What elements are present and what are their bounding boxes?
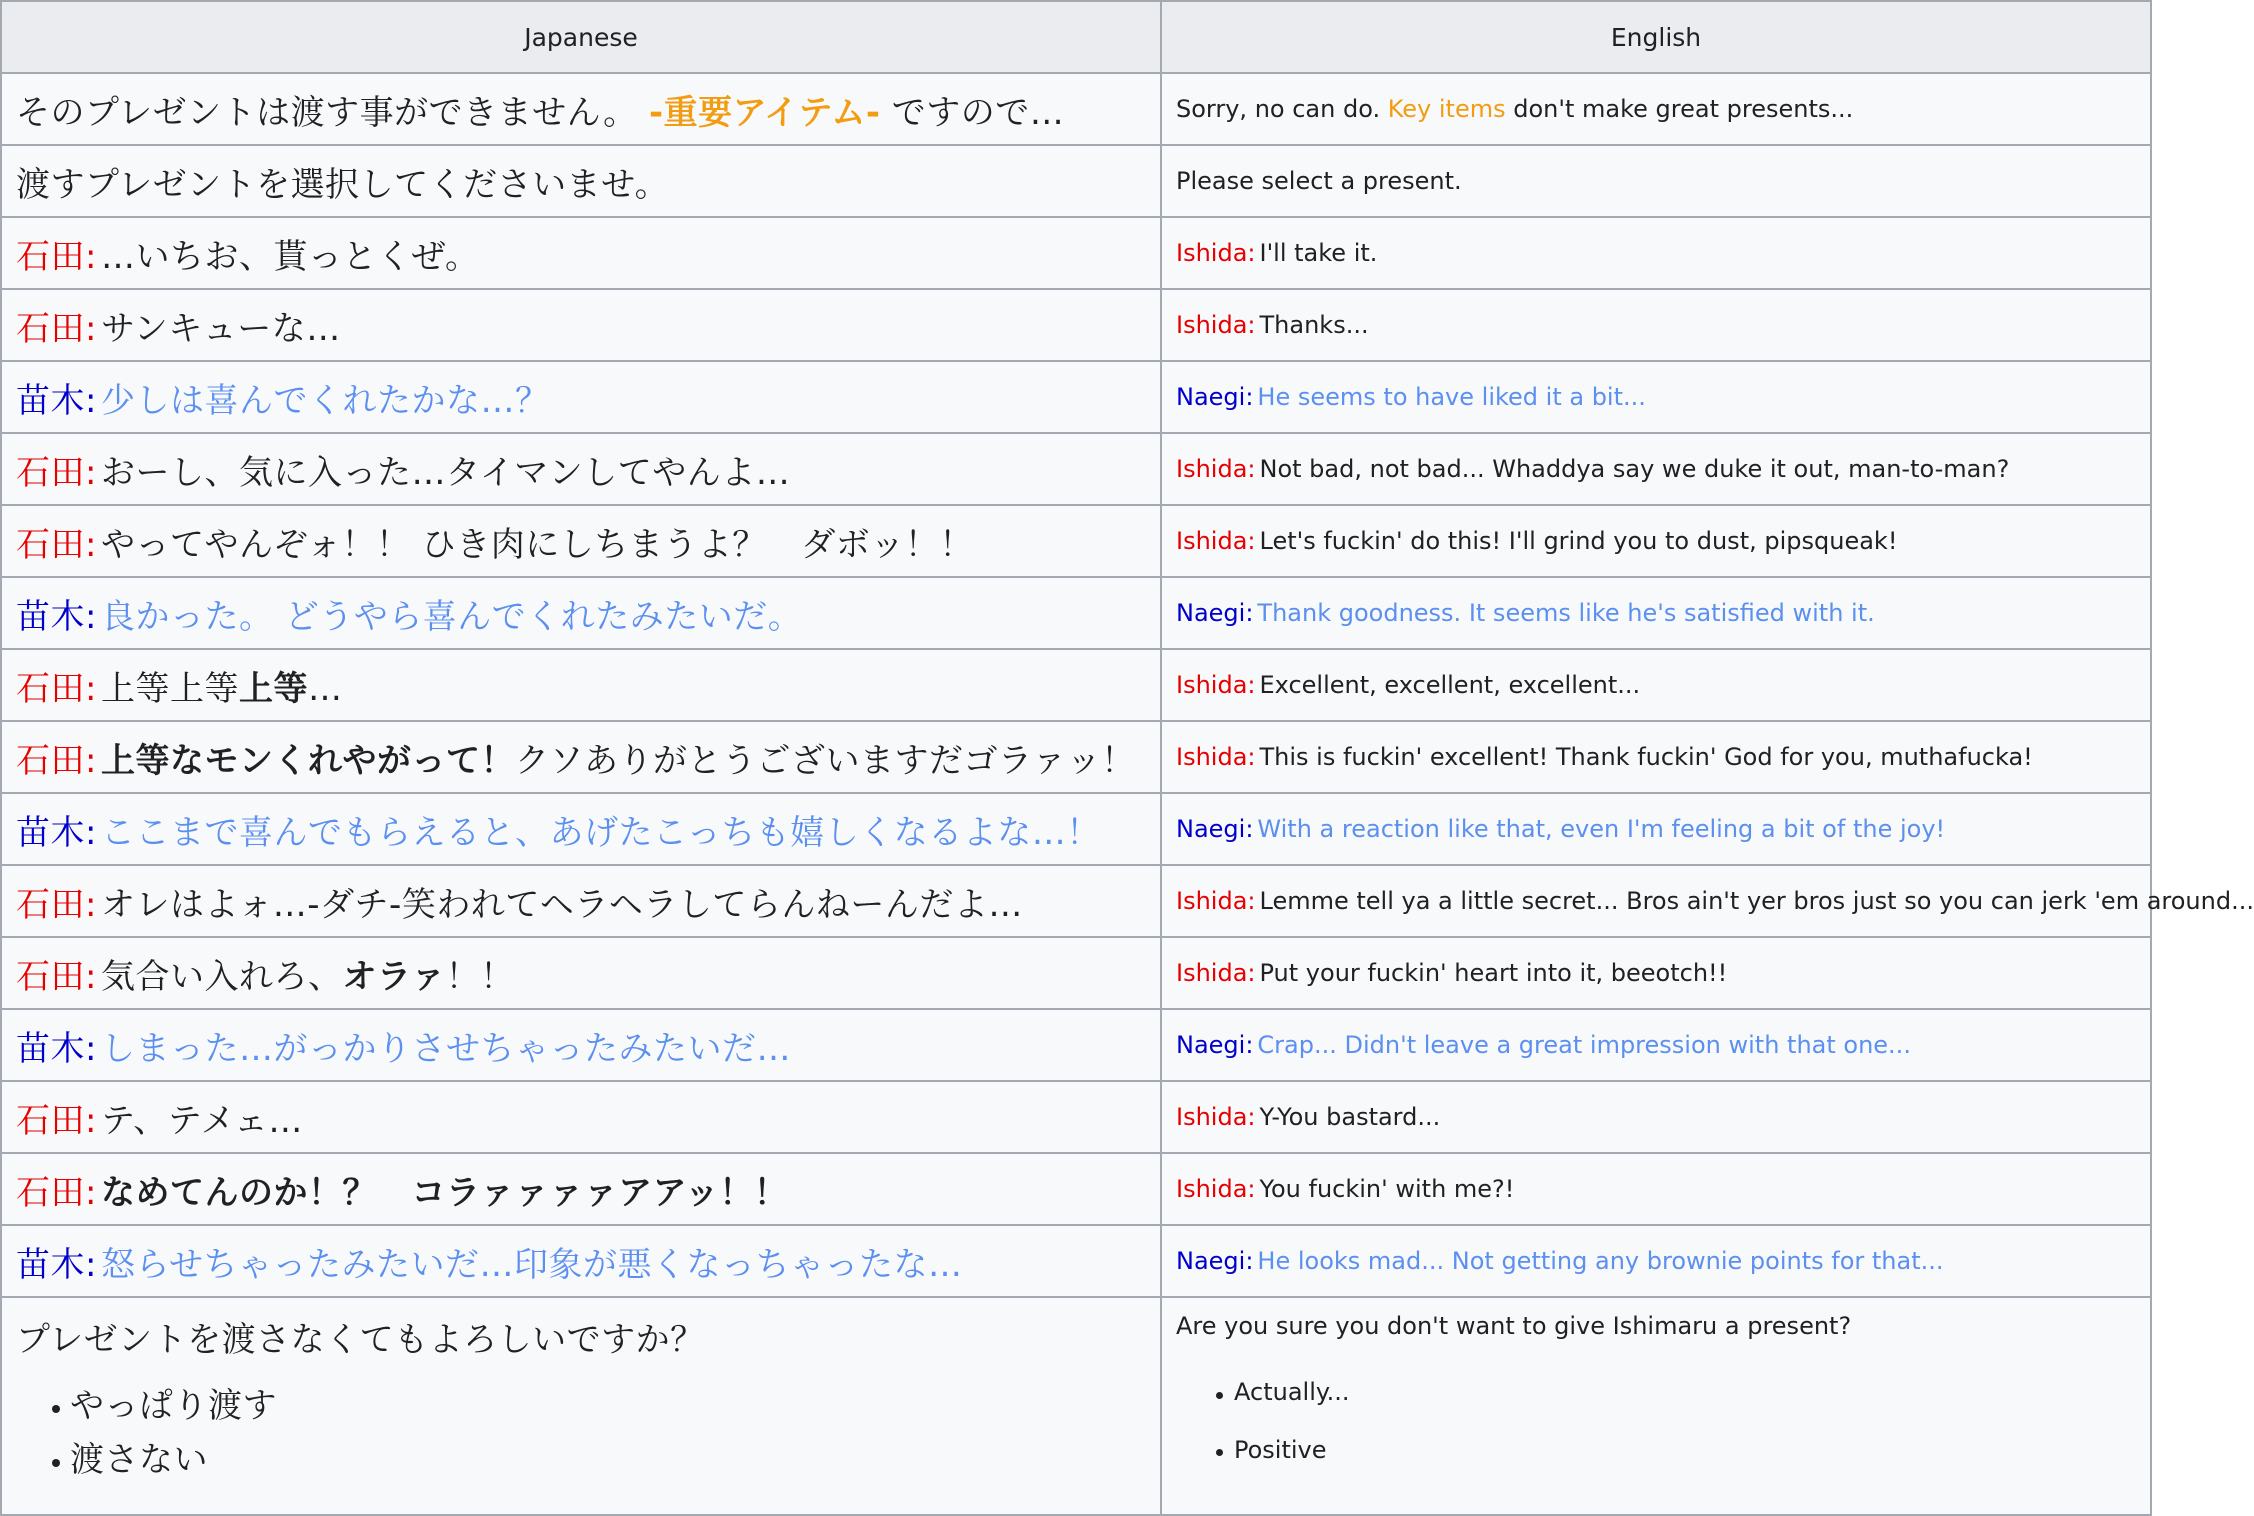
english-cell	[1161, 145, 2151, 217]
english-cell	[1161, 1297, 2151, 1515]
speaker-label: Naegi:	[1176, 599, 1254, 627]
line-text: 気合い入れろ、	[100, 956, 343, 997]
emphasis-text: 上等	[238, 668, 308, 709]
speaker-label: Naegi:	[1176, 1247, 1254, 1275]
japanese-cell	[1, 433, 1161, 505]
table-row	[1, 1009, 2151, 1081]
line-text: 渡すプレゼントを選択してくださいませ。	[16, 164, 670, 205]
japanese-cell	[1, 577, 1161, 649]
key-item-term: -重要アイテム-	[649, 92, 881, 133]
line-text: 上等上等	[100, 668, 239, 709]
table-row	[1, 721, 2151, 793]
choice-list	[16, 1379, 1146, 1488]
english-cell	[1161, 1081, 2151, 1153]
english-cell	[1161, 217, 2151, 289]
japanese-cell	[1, 145, 1161, 217]
japanese-cell	[1, 289, 1161, 361]
speaker-label: Naegi:	[1176, 383, 1254, 411]
line-text: やってやんぞォ！！ ひき肉にしちまうよ？ ダボッ！！	[100, 524, 974, 565]
speaker-label: 石田:	[16, 740, 97, 781]
line-text: Y-You bastard...	[1259, 1103, 1441, 1131]
english-cell	[1161, 1153, 2151, 1225]
speaker-label: Ishida:	[1176, 671, 1256, 699]
line-text: Excellent, excellent, excellent...	[1259, 671, 1641, 699]
speaker-label: Ishida:	[1176, 1175, 1256, 1203]
choice-list	[1176, 1364, 2136, 1479]
line-text: オレはよォ…-ダチ-笑われてヘラヘラしてらんねーんだよ…	[100, 884, 1023, 925]
japanese-cell	[1, 361, 1161, 433]
table-row	[1, 865, 2151, 937]
line-text: …	[307, 668, 343, 709]
table-row	[1, 577, 2151, 649]
japanese-cell	[1, 865, 1161, 937]
line-text: ここまで喜んでもらえると、あげたこっちも嬉しくなるよな…！	[100, 812, 1101, 853]
japanese-cell	[1, 1297, 1161, 1515]
line-text: You fuckin' with me?!	[1259, 1175, 1515, 1203]
table-row	[1, 289, 2151, 361]
table-row	[1, 433, 2151, 505]
line-text: Lemme tell ya a little secret... Bros ain't yer bros just so you can jerk 'em around...	[1259, 887, 2254, 915]
emphasis-text: オラァ	[342, 956, 446, 997]
line-text: ！！	[445, 956, 515, 997]
table-row	[1, 145, 2151, 217]
line-text: Thank goodness. It seems like he's satisfied with it.	[1257, 599, 1875, 627]
table-row	[1, 793, 2151, 865]
speaker-label: 苗木:	[16, 812, 97, 853]
speaker-label: 苗木:	[16, 1244, 97, 1285]
line-text: This is fuckin' excellent! Thank fuckin' God for you, muthafucka!	[1259, 743, 2033, 771]
speaker-label: 石田:	[16, 1172, 97, 1213]
english-cell	[1161, 1009, 2151, 1081]
table-row	[1, 937, 2151, 1009]
english-cell	[1161, 865, 2254, 937]
line-text: With a reaction like that, even I'm feeling a bit of the joy!	[1257, 815, 1946, 843]
line-text: I'll take it.	[1259, 239, 1378, 267]
speaker-label: Naegi:	[1176, 1031, 1254, 1059]
english-cell	[1161, 937, 2151, 1009]
line-text: Put your fuckin' heart into it, beeotch!!	[1259, 959, 1728, 987]
list-item: Actually...	[1216, 1364, 2136, 1422]
english-cell	[1161, 505, 2151, 577]
speaker-label: 石田:	[16, 668, 97, 709]
speaker-label: 石田:	[16, 1100, 97, 1141]
emphasis-text: なめてんのか！？ コラァァァァアアッ！！	[100, 1172, 789, 1213]
list-item: やっぱり渡す	[52, 1379, 1146, 1433]
table-row	[1, 217, 2151, 289]
table-row	[1, 1225, 2151, 1297]
japanese-cell	[1, 1225, 1161, 1297]
speaker-label: 石田:	[16, 956, 97, 997]
line-text: そのプレゼントは渡す事ができません。	[16, 92, 638, 133]
japanese-cell	[1, 649, 1161, 721]
line-text: テ、テメェ…	[100, 1100, 303, 1141]
english-cell	[1161, 361, 2151, 433]
line-text: 少しは喜んでくれたかな…？	[100, 380, 550, 421]
line-text: Crap... Didn't leave a great impression with that one...	[1257, 1031, 1911, 1059]
header-row	[1, 1, 2151, 73]
speaker-label: 苗木:	[16, 380, 97, 421]
line-text: しまった…がっかりさせちゃったみたいだ…	[100, 1028, 791, 1069]
emphasis-text: 上等なモンくれやがって！	[100, 740, 515, 781]
speaker-label: 石田:	[16, 884, 97, 925]
line-text: Thanks...	[1259, 311, 1369, 339]
line-text: Sorry, no can do.	[1176, 95, 1381, 123]
japanese-cell	[1, 217, 1161, 289]
japanese-cell	[1, 505, 1161, 577]
table-row	[1, 1153, 2151, 1225]
english-cell	[1161, 433, 2151, 505]
list-item: 渡さない	[52, 1433, 1146, 1487]
japanese-cell	[1, 721, 1161, 793]
header-english: English	[1161, 1, 2151, 73]
english-cell	[1161, 73, 2151, 145]
table-row	[1, 73, 2151, 145]
line-text: 良かった。 どうやら喜んでくれたみたいだ。	[100, 596, 803, 637]
table-row	[1, 505, 2151, 577]
list-item: Positive	[1216, 1422, 2136, 1480]
line-text: Let's fuckin' do this! I'll grind you to dust, pipsqueak!	[1259, 527, 1898, 555]
speaker-label: Ishida:	[1176, 455, 1256, 483]
speaker-label: Ishida:	[1176, 1103, 1256, 1131]
english-cell	[1161, 793, 2151, 865]
key-item-term: Key items	[1387, 95, 1506, 123]
speaker-label: Ishida:	[1176, 239, 1256, 267]
japanese-cell	[1, 73, 1161, 145]
japanese-cell	[1, 1081, 1161, 1153]
speaker-label: Ishida:	[1176, 959, 1256, 987]
speaker-label: Ishida:	[1176, 887, 1256, 915]
speaker-label: Naegi:	[1176, 815, 1254, 843]
line-text: don't make great presents...	[1513, 95, 1854, 123]
line-text: 怒らせちゃったみたいだ…印象が悪くなっちゃったな…	[100, 1244, 963, 1285]
line-text: クソありがとうございますだゴラァッ！	[514, 740, 1136, 781]
speaker-label: 苗木:	[16, 1028, 97, 1069]
speaker-label: 石田:	[16, 452, 97, 493]
speaker-label: Ishida:	[1176, 311, 1256, 339]
table-row	[1, 1297, 2151, 1515]
line-text: He looks mad... Not getting any brownie points for that...	[1257, 1247, 1944, 1275]
table-row	[1, 361, 2151, 433]
line-text: …いちお、貰っとくぜ。	[100, 236, 480, 277]
japanese-cell	[1, 1009, 1161, 1081]
table-row	[1, 649, 2151, 721]
english-cell	[1161, 577, 2151, 649]
line-text: サンキューな…	[100, 308, 341, 349]
speaker-label: 石田:	[16, 308, 97, 349]
speaker-label: Ishida:	[1176, 527, 1256, 555]
english-cell	[1161, 289, 2151, 361]
header-japanese: Japanese	[1, 1, 1161, 73]
prompt-question: プレゼントを渡さなくてもよろしいですか？	[16, 1320, 705, 1360]
speaker-label: 石田:	[16, 236, 97, 277]
speaker-label: 石田:	[16, 524, 97, 565]
table-row	[1, 1081, 2151, 1153]
line-text: Not bad, not bad... Whaddya say we duke it out, man-to-man?	[1259, 455, 2010, 483]
line-text: おーし、気に入った…タイマンしてやんよ…	[100, 452, 791, 493]
english-cell	[1161, 721, 2151, 793]
japanese-cell	[1, 793, 1161, 865]
japanese-cell	[1, 1153, 1161, 1225]
english-cell	[1161, 649, 2151, 721]
speaker-label: Ishida:	[1176, 743, 1256, 771]
japanese-cell	[1, 937, 1161, 1009]
line-text: He seems to have liked it a bit...	[1257, 383, 1646, 411]
line-text: ですので…	[891, 92, 1065, 133]
prompt-question: Are you sure you don't want to give Ishimaru a present?	[1176, 1312, 1852, 1340]
speaker-label: 苗木:	[16, 596, 97, 637]
line-text: Please select a present.	[1176, 167, 1462, 195]
english-cell	[1161, 1225, 2151, 1297]
